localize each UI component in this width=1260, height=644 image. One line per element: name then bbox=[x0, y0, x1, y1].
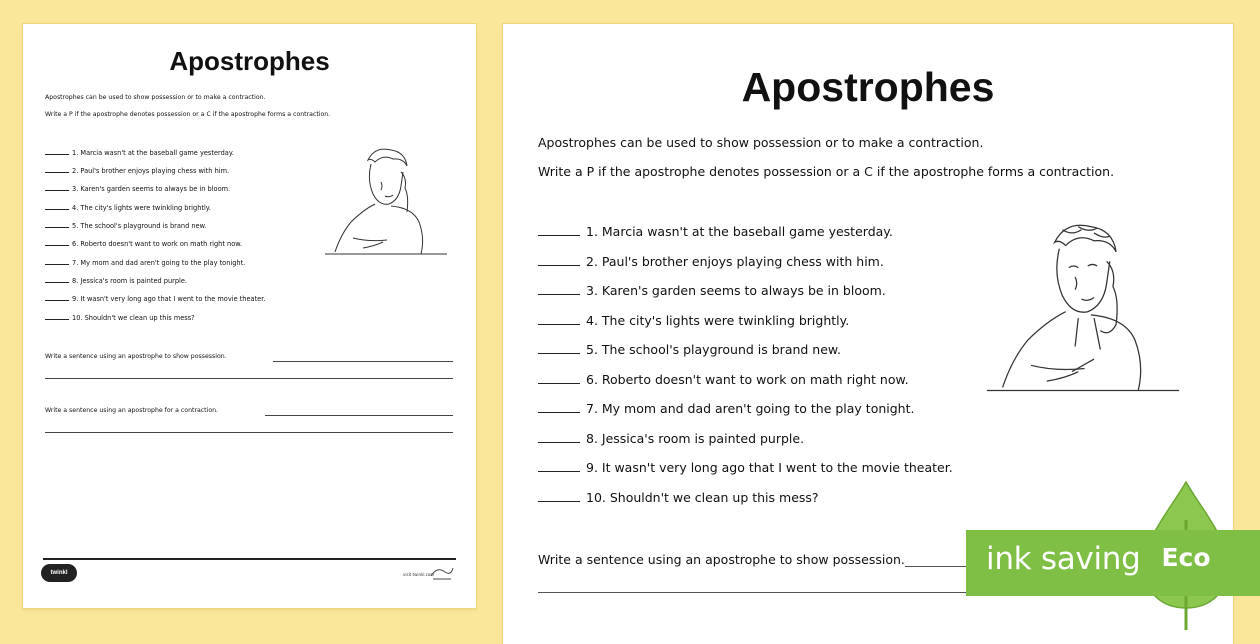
ink-saving-label: ink saving bbox=[986, 541, 1141, 577]
possession-prompt: Write a sentence using an apostrophe to show possession. bbox=[538, 552, 905, 567]
intro-line-1: Apostrophes can be used to show possession or to make a contraction. bbox=[45, 94, 266, 101]
twinkl-logo: twinkl bbox=[41, 564, 77, 582]
question-item: 8. Jessica's room is painted purple. bbox=[45, 277, 187, 285]
contraction-prompt: Write a sentence using an apostrophe for a contraction. bbox=[45, 407, 218, 414]
answer-blank[interactable] bbox=[45, 319, 69, 320]
intro-line-2: Write a P if the apostrophe denotes possession or a C if the apostrophe forms a contraction. bbox=[538, 164, 1115, 179]
footer-site-text: visit twinkl.com bbox=[403, 572, 435, 577]
answer-blank[interactable] bbox=[45, 209, 69, 210]
question-item: 1. Marcia wasn't at the baseball game yesterday. bbox=[45, 149, 234, 157]
answer-blank[interactable] bbox=[538, 294, 580, 295]
boy-thinking-illustration bbox=[323, 142, 449, 260]
answer-blank[interactable] bbox=[45, 282, 69, 283]
footer-badge-icon bbox=[427, 564, 457, 582]
question-item: 9. It wasn't very long ago that I went to the movie theater. bbox=[45, 295, 265, 303]
answer-blank[interactable] bbox=[45, 172, 69, 173]
question-item: 7. My mom and dad aren't going to the play tonight. bbox=[538, 401, 914, 416]
answer-blank[interactable] bbox=[538, 265, 580, 266]
question-item: 4. The city's lights were twinkling brightly. bbox=[45, 204, 211, 212]
question-item: 7. My mom and dad aren't going to the play tonight. bbox=[45, 259, 245, 267]
question-item: 2. Paul's brother enjoys playing chess with him. bbox=[45, 167, 229, 175]
question-item: 6. Roberto doesn't want to work on math right now. bbox=[45, 240, 242, 248]
question-item: 5. The school's playground is brand new. bbox=[538, 342, 841, 357]
question-item: 1. Marcia wasn't at the baseball game yesterday. bbox=[538, 224, 893, 239]
answer-line[interactable] bbox=[45, 378, 453, 379]
page-title: Apostrophes bbox=[169, 46, 330, 76]
question-item: 4. The city's lights were twinkling brightly. bbox=[538, 313, 849, 328]
page-title: Apostrophes bbox=[741, 64, 995, 110]
answer-blank[interactable] bbox=[538, 412, 580, 413]
answer-blank[interactable] bbox=[538, 383, 580, 384]
question-item: 8. Jessica's room is painted purple. bbox=[538, 431, 804, 446]
answer-line[interactable] bbox=[273, 361, 453, 362]
question-item: 2. Paul's brother enjoys playing chess with him. bbox=[538, 254, 884, 269]
intro-line-2: Write a P if the apostrophe denotes possession or a C if the apostrophe forms a contraction. bbox=[45, 111, 331, 118]
boy-thinking-illustration bbox=[983, 214, 1183, 400]
answer-line[interactable] bbox=[45, 432, 453, 433]
answer-blank[interactable] bbox=[45, 227, 69, 228]
footer-divider bbox=[43, 558, 456, 560]
answer-blank[interactable] bbox=[538, 501, 580, 502]
question-item: 3. Karen's garden seems to always be in bloom. bbox=[45, 185, 230, 193]
answer-blank[interactable] bbox=[538, 471, 580, 472]
answer-blank[interactable] bbox=[45, 300, 69, 301]
answer-blank[interactable] bbox=[45, 154, 69, 155]
answer-blank[interactable] bbox=[538, 324, 580, 325]
question-item: 9. It wasn't very long ago that I went to the movie theater. bbox=[538, 460, 953, 475]
answer-blank[interactable] bbox=[45, 245, 69, 246]
question-item: 6. Roberto doesn't want to work on math right now. bbox=[538, 372, 909, 387]
answer-blank[interactable] bbox=[45, 190, 69, 191]
intro-line-1: Apostrophes can be used to show possession or to make a contraction. bbox=[538, 135, 984, 150]
answer-blank[interactable] bbox=[538, 353, 580, 354]
answer-line[interactable] bbox=[265, 415, 453, 416]
answer-blank[interactable] bbox=[538, 442, 580, 443]
question-item: 10. Shouldn't we clean up this mess? bbox=[45, 314, 195, 322]
eco-label: Eco bbox=[1161, 543, 1211, 572]
question-item: 10. Shouldn't we clean up this mess? bbox=[538, 490, 819, 505]
question-item: 5. The school's playground is brand new. bbox=[45, 222, 207, 230]
question-item: 3. Karen's garden seems to always be in bloom. bbox=[538, 283, 886, 298]
answer-blank[interactable] bbox=[538, 235, 580, 236]
possession-prompt: Write a sentence using an apostrophe to show possession. bbox=[45, 353, 227, 360]
worksheet-thumbnail bbox=[23, 24, 476, 608]
answer-blank[interactable] bbox=[45, 264, 69, 265]
answer-line[interactable] bbox=[538, 592, 978, 593]
